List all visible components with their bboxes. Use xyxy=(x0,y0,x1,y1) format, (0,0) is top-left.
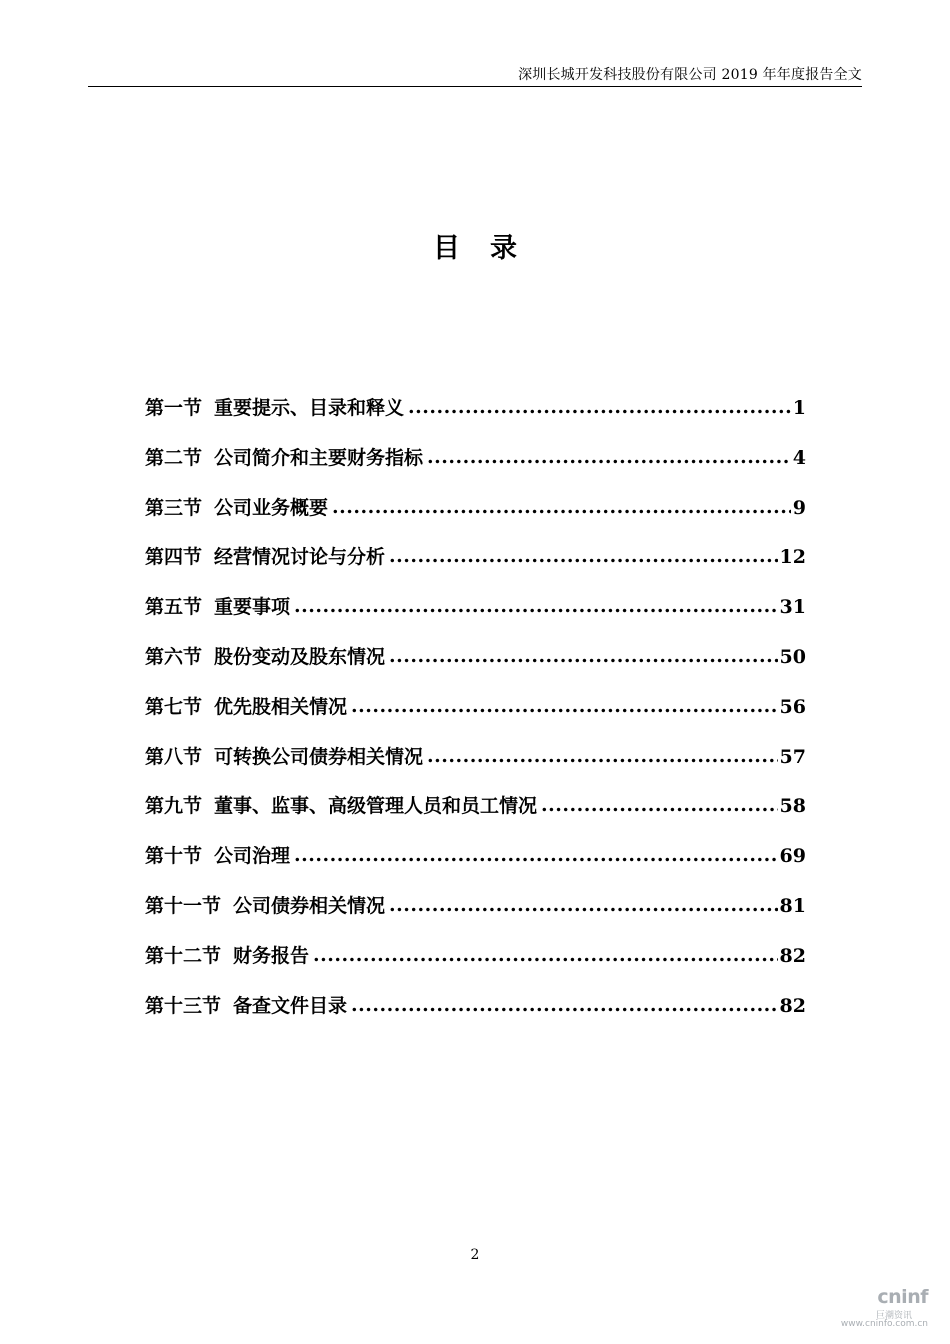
toc-entry-3[interactable] xyxy=(145,493,806,543)
toc-dot-leader xyxy=(408,396,791,418)
toc-section-number: 第十三节 xyxy=(145,994,222,1017)
toc-section-title: 股份变动及股东情况 xyxy=(214,645,386,668)
toc-entry-10[interactable] xyxy=(145,841,806,891)
page-number: 2 xyxy=(470,1247,480,1263)
toc-section-title: 公司简介和主要财务指标 xyxy=(214,446,424,469)
toc-section-number: 第八节 xyxy=(145,745,203,768)
toc-page-number: 9 xyxy=(792,496,806,519)
toc-section-number: 第九节 xyxy=(145,795,203,818)
toc-page-number: 81 xyxy=(779,894,806,917)
toc-section-number: 第三节 xyxy=(145,496,203,519)
watermark-brand: cninf xyxy=(877,1286,928,1308)
toc-page-number: 1 xyxy=(792,397,806,419)
toc-section-number: 第七节 xyxy=(145,695,203,718)
toc-dot-leader xyxy=(351,994,778,1016)
table-of-contents xyxy=(145,393,806,1040)
toc-dot-leader xyxy=(294,844,778,866)
toc-entry-9[interactable] xyxy=(145,791,806,841)
running-header: 深圳长城开发科技股份有限公司 2019 年年度报告全文 xyxy=(518,67,862,83)
toc-section-number: 第六节 xyxy=(145,645,203,668)
toc-page-number: 82 xyxy=(779,944,806,967)
toc-entry-5[interactable] xyxy=(145,592,806,642)
toc-dot-leader xyxy=(389,545,778,567)
toc-section-title: 优先股相关情况 xyxy=(214,695,348,718)
header-divider xyxy=(88,86,862,87)
toc-section-title: 公司治理 xyxy=(214,845,291,868)
toc-section-number: 第二节 xyxy=(145,446,203,469)
toc-entry-4[interactable] xyxy=(145,542,806,592)
toc-dot-leader xyxy=(332,496,791,518)
toc-section-title: 财务报告 xyxy=(233,944,310,967)
toc-section-title: 公司债券相关情况 xyxy=(233,894,386,917)
toc-section-title: 董事、监事、高级管理人员和员工情况 xyxy=(214,795,538,818)
toc-section-title: 重要提示、目录和释义 xyxy=(214,397,405,419)
toc-dot-leader xyxy=(313,944,778,966)
toc-page-number: 82 xyxy=(779,994,806,1017)
toc-section-number: 第四节 xyxy=(145,546,203,569)
toc-entry-13[interactable] xyxy=(145,991,806,1041)
toc-section-number: 第一节 xyxy=(145,397,203,419)
toc-section-number: 第十二节 xyxy=(145,944,222,967)
toc-page-number: 12 xyxy=(779,546,806,569)
toc-entry-8[interactable] xyxy=(145,742,806,792)
toc-page-number: 69 xyxy=(779,845,806,868)
toc-section-title: 经营情况讨论与分析 xyxy=(214,546,386,569)
toc-section-number: 第十节 xyxy=(145,845,203,868)
toc-dot-leader xyxy=(351,695,778,717)
toc-entry-12[interactable] xyxy=(145,941,806,991)
toc-dot-leader xyxy=(427,745,778,767)
toc-section-number: 第五节 xyxy=(145,596,203,619)
toc-page-number: 4 xyxy=(792,446,806,469)
toc-page-number: 31 xyxy=(779,596,806,619)
toc-section-number: 第十一节 xyxy=(145,894,222,917)
toc-entry-1[interactable] xyxy=(145,393,806,443)
toc-section-title: 可转换公司债券相关情况 xyxy=(214,745,424,768)
toc-section-title: 备查文件目录 xyxy=(233,994,348,1017)
toc-page-number: 56 xyxy=(779,695,806,718)
toc-entry-6[interactable] xyxy=(145,642,806,692)
toc-dot-leader xyxy=(427,446,791,468)
toc-page-number: 57 xyxy=(779,745,806,768)
toc-entry-7[interactable] xyxy=(145,692,806,742)
toc-dot-leader xyxy=(294,595,778,617)
cninfo-watermark xyxy=(828,1286,928,1334)
watermark-url: www.cninfo.com.cn xyxy=(840,1319,928,1329)
toc-dot-leader xyxy=(541,794,778,816)
toc-entry-11[interactable] xyxy=(145,891,806,941)
toc-page-number: 50 xyxy=(779,645,806,668)
toc-section-title: 公司业务概要 xyxy=(214,496,329,519)
watermark-brand-cn: 巨潮资讯 xyxy=(875,1311,912,1321)
toc-dot-leader xyxy=(389,894,778,916)
page-title: 目录 xyxy=(433,233,547,264)
toc-section-title: 重要事项 xyxy=(214,596,291,619)
toc-entry-2[interactable] xyxy=(145,443,806,493)
toc-dot-leader xyxy=(389,645,778,667)
toc-page-number: 58 xyxy=(779,795,806,818)
